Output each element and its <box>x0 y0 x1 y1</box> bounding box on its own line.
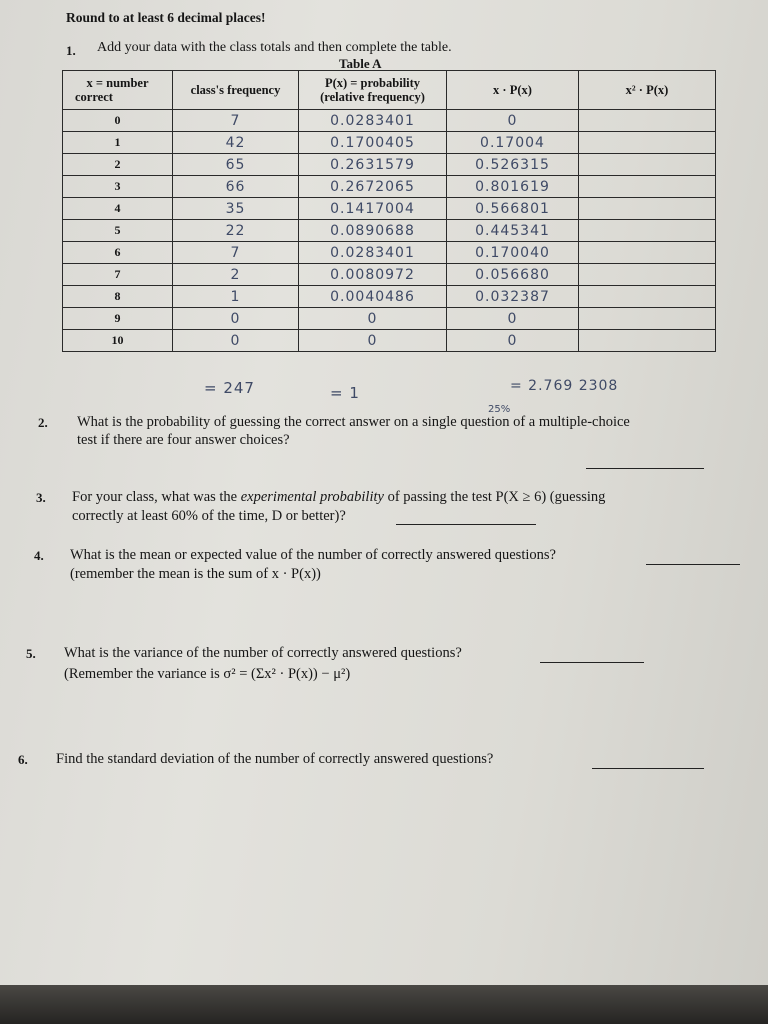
total-probability: = 1 <box>330 384 360 402</box>
q3-answer-blank[interactable] <box>396 524 536 525</box>
total-x-px: = 2.769 2308 <box>510 378 619 394</box>
instructions: Round to at least 6 decimal places! <box>66 10 266 25</box>
cell-x-px[interactable] <box>447 286 579 308</box>
cell-x-px[interactable] <box>447 154 579 176</box>
q4-line1: What is the mean or expected value of the number of correctly answered questions? <box>70 547 556 563</box>
cell-x-value: 3 <box>114 179 121 193</box>
cell-x2-px[interactable] <box>579 198 716 220</box>
cell-x-value: 2 <box>114 157 121 171</box>
cell-frequency[interactable] <box>173 330 299 352</box>
cell-x-px[interactable] <box>447 330 579 352</box>
header-x-px: x · P(x) <box>447 71 579 110</box>
cell-x-px[interactable] <box>447 308 579 330</box>
cell-x <box>63 242 173 264</box>
cell-x-px-value: 0.526315 <box>475 156 550 173</box>
cell-frequency[interactable] <box>173 110 299 132</box>
q2-handwritten-note: 25% <box>488 404 511 415</box>
cell-frequency-value: 22 <box>225 222 246 239</box>
cell-frequency-value: 2 <box>230 266 241 283</box>
cell-x <box>63 286 173 308</box>
cell-x <box>63 176 173 198</box>
cell-x-px[interactable] <box>447 264 579 286</box>
cell-x2-px[interactable] <box>579 242 716 264</box>
cell-x <box>63 264 173 286</box>
table-row <box>63 286 716 308</box>
q2-answer-blank[interactable] <box>586 468 704 469</box>
q3-number: 3. <box>36 490 46 505</box>
cell-probability[interactable] <box>299 132 447 154</box>
cell-frequency[interactable] <box>173 308 299 330</box>
cell-x2-px[interactable] <box>579 308 716 330</box>
cell-x <box>63 330 173 352</box>
cell-x-px-value: 0.056680 <box>475 266 550 283</box>
cell-x-value: 10 <box>111 333 124 347</box>
q1-number: 1. <box>66 43 76 58</box>
cell-probability[interactable] <box>299 220 447 242</box>
cell-frequency[interactable] <box>173 132 299 154</box>
cell-x <box>63 154 173 176</box>
cell-x-px-value: 0.801619 <box>475 178 550 195</box>
cell-x-px-value: 0.445341 <box>475 222 550 239</box>
cell-probability-value: 0.0283401 <box>330 112 415 129</box>
header-frequency: class's frequency <box>173 71 299 110</box>
total-frequency: = 247 <box>204 379 255 397</box>
cell-probability[interactable] <box>299 330 447 352</box>
cell-x2-px[interactable] <box>579 264 716 286</box>
cell-probability[interactable] <box>299 286 447 308</box>
cell-frequency-value: 7 <box>230 112 241 129</box>
cell-probability[interactable] <box>299 242 447 264</box>
desk-shadow <box>0 985 768 1024</box>
cell-x-value: 4 <box>114 201 121 215</box>
cell-x-px[interactable] <box>447 198 579 220</box>
cell-frequency-value: 35 <box>225 200 246 217</box>
cell-x <box>63 110 173 132</box>
cell-frequency[interactable] <box>173 154 299 176</box>
table-row <box>63 264 716 286</box>
cell-frequency[interactable] <box>173 286 299 308</box>
table-row <box>63 330 716 352</box>
cell-x <box>63 198 173 220</box>
cell-x2-px[interactable] <box>579 132 716 154</box>
q4-line2: (remember the mean is the sum of x · P(x)) <box>70 566 321 582</box>
cell-x-px[interactable] <box>447 220 579 242</box>
table-a <box>62 70 716 352</box>
cell-frequency-value: 0 <box>230 310 241 327</box>
q2-line1: What is the probability of guessing the correct answer on a single question of a multiple-choice <box>77 414 630 430</box>
table-row <box>63 198 716 220</box>
q5-answer-blank[interactable] <box>540 662 644 663</box>
cell-x-value: 7 <box>114 267 121 281</box>
cell-probability-value: 0.1700405 <box>330 134 415 151</box>
cell-probability[interactable] <box>299 110 447 132</box>
header-x: x = number correct <box>63 71 173 110</box>
q6-answer-blank[interactable] <box>592 768 704 769</box>
cell-x-px-value: 0 <box>507 332 518 349</box>
cell-x <box>63 220 173 242</box>
cell-probability-value: 0.0890688 <box>330 222 415 239</box>
cell-x2-px[interactable] <box>579 286 716 308</box>
cell-x-value: 5 <box>114 223 121 237</box>
q2-line2: test if there are four answer choices? <box>77 432 290 448</box>
cell-x-value: 8 <box>114 289 121 303</box>
cell-x-px-value: 0.032387 <box>475 288 550 305</box>
q5-line2: (Remember the variance is σ² = (Σx² · P(x)) − μ²) <box>64 666 351 682</box>
cell-frequency-value: 66 <box>225 178 246 195</box>
cell-probability[interactable] <box>299 198 447 220</box>
cell-x-value: 6 <box>114 245 121 259</box>
table-row <box>63 220 716 242</box>
cell-frequency-value: 0 <box>230 332 241 349</box>
q2-number: 2. <box>38 415 48 430</box>
q4-answer-blank[interactable] <box>646 564 740 565</box>
cell-probability-value: 0.2631579 <box>330 156 415 173</box>
cell-probability-value: 0.0080972 <box>330 266 415 283</box>
table-row <box>63 176 716 198</box>
q3-line1: For your class, what was the experimental probability of passing the test P(X ≥ 6) (guessing <box>72 489 606 505</box>
cell-frequency-value: 7 <box>230 244 241 261</box>
cell-x-value: 9 <box>114 311 121 325</box>
cell-x <box>63 308 173 330</box>
cell-x-px[interactable] <box>447 132 579 154</box>
cell-x-px-value: 0 <box>507 112 518 129</box>
cell-probability-value: 0.0283401 <box>330 244 415 261</box>
cell-x2-px[interactable] <box>579 154 716 176</box>
q1-text: Add your data with the class totals and then complete the table. <box>97 40 452 55</box>
cell-frequency[interactable] <box>173 198 299 220</box>
q4-number: 4. <box>34 548 44 563</box>
table-row <box>63 132 716 154</box>
cell-probability[interactable] <box>299 308 447 330</box>
table-row <box>63 110 716 132</box>
header-x2-px: x² · P(x) <box>579 71 716 110</box>
cell-x-px[interactable] <box>447 176 579 198</box>
cell-probability[interactable] <box>299 154 447 176</box>
cell-x-px[interactable] <box>447 110 579 132</box>
cell-frequency[interactable] <box>173 264 299 286</box>
cell-frequency[interactable] <box>173 176 299 198</box>
table-row <box>63 154 716 176</box>
table-title: Table A <box>339 56 382 71</box>
cell-x2-px[interactable] <box>579 220 716 242</box>
q6-number: 6. <box>18 752 28 767</box>
cell-x2-px[interactable] <box>579 110 716 132</box>
cell-frequency-value: 42 <box>225 134 246 151</box>
cell-x-px-value: 0.566801 <box>475 200 550 217</box>
q3-line2: correctly at least 60% of the time, D or better)? <box>72 508 346 524</box>
cell-x-px-value: 0 <box>507 310 518 327</box>
cell-x-px[interactable] <box>447 242 579 264</box>
cell-x-px-value: 0.17004 <box>480 134 545 151</box>
cell-x-value: 0 <box>114 113 121 127</box>
table-header-row <box>63 71 716 110</box>
cell-probability[interactable] <box>299 176 447 198</box>
cell-frequency-value: 65 <box>225 156 246 173</box>
cell-probability-value: 0.0040486 <box>330 288 415 305</box>
cell-probability[interactable] <box>299 264 447 286</box>
cell-probability-value: 0.2672065 <box>330 178 415 195</box>
cell-x2-px[interactable] <box>579 176 716 198</box>
cell-frequency-value: 1 <box>230 288 241 305</box>
table-row <box>63 308 716 330</box>
cell-x2-px[interactable] <box>579 330 716 352</box>
cell-frequency[interactable] <box>173 220 299 242</box>
q5-number: 5. <box>26 646 36 661</box>
cell-frequency[interactable] <box>173 242 299 264</box>
cell-probability-value: 0 <box>367 310 378 327</box>
q6-line1: Find the standard deviation of the number of correctly answered questions? <box>56 751 494 767</box>
table-row <box>63 242 716 264</box>
q5-line1: What is the variance of the number of correctly answered questions? <box>64 645 462 661</box>
cell-probability-value: 0 <box>367 332 378 349</box>
cell-x-value: 1 <box>114 135 121 149</box>
cell-x <box>63 132 173 154</box>
header-probability: P(x) = probability (relative frequency) <box>299 71 447 110</box>
cell-probability-value: 0.1417004 <box>330 200 415 217</box>
cell-x-px-value: 0.170040 <box>475 244 550 261</box>
